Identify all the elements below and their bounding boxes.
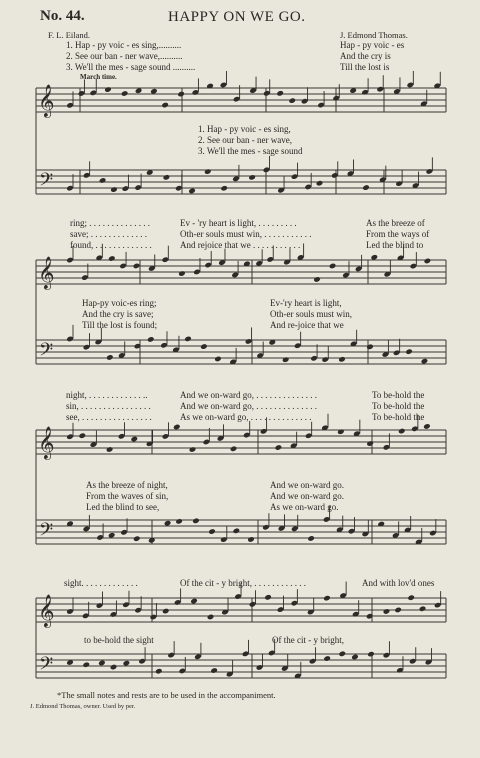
treble-notehead (161, 102, 169, 109)
treble-notehead (108, 255, 116, 262)
treble-notehead (313, 276, 321, 283)
lyric-line: As the breeze of (366, 218, 425, 228)
bass-notehead (248, 174, 256, 181)
treble-notehead (323, 595, 331, 602)
bass-notehead (188, 188, 196, 195)
bass-notehead (316, 180, 324, 187)
lyric-line: 2. See our ban - ner wave, (198, 135, 292, 145)
lyric-line: From the ways of (366, 229, 430, 239)
treble-notehead (394, 607, 402, 614)
treble-notehead (177, 91, 185, 98)
lyric-line: Ev-'ry heart is light, (270, 298, 342, 308)
bass-notehead (155, 668, 163, 675)
treble-notehead (173, 424, 181, 431)
bass-notehead (214, 356, 222, 363)
lyric-line: sin, . . . . . . . . . . . . . . . . (66, 401, 151, 411)
bass-notehead (351, 654, 359, 661)
lyric-line: Till the lost is (340, 62, 390, 72)
tempo-marking: March time. (80, 73, 117, 81)
bass-notehead (323, 655, 331, 662)
treble-notehead (329, 263, 337, 270)
lyric-line: And rejoice that we . . . . . . . . . . . (180, 240, 301, 250)
lyric-line: As the breeze of night, (86, 480, 168, 490)
bass-notehead (338, 356, 346, 363)
treble-notehead (288, 97, 296, 104)
treble-notehead (133, 263, 141, 270)
bass-notehead (99, 177, 107, 184)
treble-notehead (150, 88, 158, 95)
treble-notehead (276, 90, 284, 97)
lyric-line: To be-hold the (372, 401, 425, 411)
lyric-line: To be-hold the (372, 390, 425, 400)
bass-notehead (163, 174, 171, 181)
bass-notehead (247, 536, 255, 543)
treble-notehead (407, 594, 415, 601)
treble-notehead (398, 428, 406, 435)
bass-notehead (192, 518, 200, 525)
bass-clef-icon: 𝄢 (39, 170, 54, 195)
lyric-line: Led the blind to see, (86, 502, 160, 512)
bass-notehead (220, 185, 228, 192)
lyric-line: 2. See our ban - ner wave,.......... (66, 51, 183, 61)
copyright-line: J. Edmond Thomas, owner. Used by per. (30, 703, 136, 710)
bass-notehead (210, 667, 218, 674)
lyric-line: save; . . . . . . . . . . . . . (70, 229, 147, 239)
treble-notehead (383, 608, 391, 615)
lyric-line: Ev - 'ry heart is light, . . . . . . . . . (180, 218, 297, 228)
bass-notehead (307, 535, 315, 542)
treble-clef-icon: 𝄞 (38, 256, 55, 289)
treble-staff (36, 430, 446, 454)
hymn-title: HAPPY ON WE GO. (168, 9, 306, 25)
lyric-line: Oth-er souls must win, . . . . . . . . . . . (180, 229, 312, 239)
bass-clef-icon: 𝄢 (39, 654, 54, 679)
bass-notehead (110, 664, 118, 671)
treble-notehead (419, 606, 427, 613)
treble-notehead (135, 87, 143, 94)
lyric-line: 1. Hap - py voic - es sing,.......... (66, 40, 182, 50)
bass-notehead (133, 535, 141, 542)
lyric-line: And we on-ward go. (270, 480, 344, 490)
bass-notehead (98, 660, 106, 667)
bass-notehead (367, 651, 375, 658)
lyric-line: And the cry is (340, 51, 391, 61)
lyric-line: Hap-py voic-es ring; (82, 298, 157, 308)
bass-staff (36, 654, 446, 678)
treble-notehead (230, 446, 238, 453)
treble-notehead (275, 444, 283, 451)
lyric-line: 3. We'll the mes - sage sound (198, 146, 303, 156)
bass-notehead (147, 336, 155, 343)
lyric-line: And we on-ward go. (270, 491, 344, 501)
bass-notehead (82, 661, 90, 668)
treble-notehead (121, 90, 129, 97)
lyricist-credit: F. L. Eiland. (48, 30, 91, 40)
lyric-line: And the cry is save; (82, 309, 154, 319)
treble-notehead (189, 446, 197, 453)
lyric-line: To be-hold the (372, 412, 425, 422)
bass-notehead (164, 520, 172, 527)
treble-notehead (162, 608, 170, 615)
system4-upper-lyrics-a: sight. . . . . . . . . . . . . (64, 578, 138, 588)
bass-notehead (175, 518, 183, 525)
lyric-line: From the waves of sin, (86, 491, 169, 501)
bass-notehead (106, 354, 114, 361)
bass-notehead (108, 532, 116, 539)
lyric-line: Oth-er souls must win, (270, 309, 352, 319)
system4-middle-lyrics-b: Of the cit - y bright, (272, 635, 344, 645)
bass-notehead (184, 336, 192, 343)
bass-notehead (233, 528, 241, 535)
bass-notehead (421, 358, 429, 365)
treble-notehead (366, 440, 374, 447)
bass-clef-icon: 𝄢 (39, 520, 54, 545)
composer-credit: J. Edmond Thomas. (340, 30, 408, 40)
bass-notehead (282, 356, 290, 363)
treble-notehead (178, 270, 186, 277)
treble-staff (36, 260, 446, 284)
treble-notehead (264, 594, 272, 601)
lyric-line: And we on-ward go, . . . . . . . . . . . . . . (180, 390, 317, 400)
bass-notehead (123, 660, 131, 667)
lyric-line: Led the blind to (366, 240, 424, 250)
bass-clef-icon: 𝄢 (39, 340, 54, 365)
bass-notehead (362, 184, 370, 191)
lyric-line: As we on-ward go, . . . . . . . . . . . . . . (180, 412, 312, 422)
treble-notehead (207, 614, 215, 621)
treble-clef-icon: 𝄞 (38, 426, 55, 459)
treble-notehead (104, 86, 112, 93)
lyric-line: night, . . . . . . . . . . . . .. (66, 390, 148, 400)
treble-notehead (106, 446, 114, 453)
treble-notehead (371, 254, 379, 261)
bass-notehead (200, 343, 208, 350)
treble-clef-icon: 𝄞 (38, 84, 55, 117)
lyric-line: As we on-ward go. (270, 502, 339, 512)
bass-staff (36, 520, 446, 544)
lyric-line: And we on-ward go, . . . . . . . . . . . . . . (180, 401, 317, 411)
bass-notehead (204, 168, 212, 175)
bass-notehead (405, 348, 413, 355)
treble-notehead (190, 598, 198, 605)
lyric-line: 1. Hap - py voic - es sing, (198, 124, 291, 134)
bass-notehead (110, 186, 118, 193)
treble-notehead (424, 258, 432, 265)
treble-notehead (423, 423, 431, 430)
treble-clef-icon: 𝄞 (38, 594, 55, 627)
lyric-line: 3. We'll the mes - sage sound .......... (66, 62, 196, 72)
system4-middle-lyrics-a: to be-hold the sight (84, 635, 154, 645)
treble-notehead (78, 432, 86, 439)
lyric-line: Hap - py voic - es (340, 40, 405, 50)
footnote: *The small notes and rests are to be used in the accompaniment. (57, 690, 276, 700)
lyric-line: Till the lost is found; (82, 320, 158, 330)
system4-upper-lyrics-c: And with lov'd ones (362, 578, 435, 588)
lyric-line: see, . . . . . . . . . . . . . . . . (66, 412, 152, 422)
treble-notehead (337, 428, 345, 435)
treble-notehead (130, 436, 138, 443)
lyric-line: found, . . . . . . . . . . . . . (70, 240, 152, 250)
bass-notehead (366, 344, 374, 351)
system4-upper-lyrics-b: Of the cit - y bright, . . . . . . . . . . . . (180, 578, 306, 588)
bass-notehead (338, 651, 346, 658)
hymn-number: No. 44. (40, 8, 85, 24)
bass-notehead (208, 528, 216, 535)
lyric-line: ring; . . . . . . . . . . . . . . (70, 218, 150, 228)
lyric-line: And re-joice that we (270, 320, 344, 330)
